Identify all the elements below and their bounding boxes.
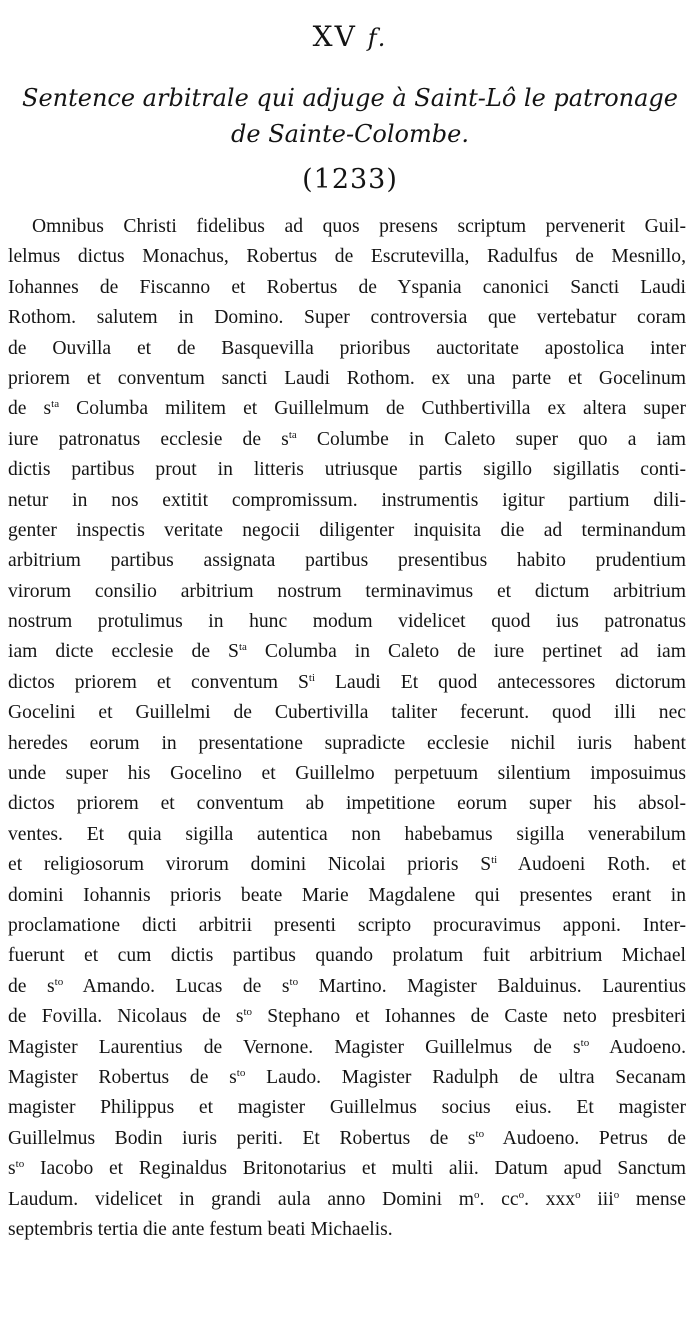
text-line: magister Philippus et magister Guillelmus socius eius. Et magister <box>8 1097 686 1119</box>
text-line: de $s^{ta}$ Columba militem et Guillelmum de Cuthbertivilla ex altera super <box>8 398 686 420</box>
text-line: domini Iohannis prioris beate Marie Magdalene qui presentes erant in <box>8 884 686 906</box>
document-date: (1233) <box>302 164 398 195</box>
text-line: dictos priorem et conventum ab impetitione eorum super his absol- <box>8 793 686 815</box>
text-line: virorum consilio arbitrium nostrum terminavimus et dictum arbitrium <box>8 580 686 602</box>
text-line: proclamatione dicti arbitrii presenti scripto procuravimus apponi. Inter- <box>8 914 686 936</box>
text-line: priorem et conventum sancti Laudi Rothom. ex una parte et Gocelinum <box>8 367 686 389</box>
text-line: Guillelmus Bodin iuris periti. Et Robertus de $s^{to}$ Audoeno. Petrus de <box>8 1127 686 1149</box>
document-number-suffix: f. <box>367 24 388 52</box>
text-line: fuerunt et cum dictis partibus quando prolatum fuit arbitrium Michael <box>8 945 686 967</box>
text-line: de Fovilla. Nicolaus de $s^{to}$ Stephano et Iohannes de Caste neto presbiteri <box>8 1006 686 1028</box>
text-line: Magister Laurentius de Vernone. Magister Guillelmus de $s^{to}$ Audoeno. <box>8 1036 686 1058</box>
text-line: et religiosorum virorum domini Nicolai prioris $S^{ti}$ Audoeni Roth. et <box>8 854 686 876</box>
text-line: unde super his Gocelino et Guillelmo perpetuum silentium imposuimus <box>8 763 686 785</box>
text-line: Gocelini et Guillelmi de Cubertivilla taliter fecerunt. quod illi nec <box>8 702 686 724</box>
document-number <box>0 20 700 53</box>
text-line: dictis partibus prout in litteris utriusque partis sigillo sigillatis conti- <box>8 459 686 481</box>
text-line: de $s^{to}$ Amando. Lucas de $s^{to}$ Martino. Magister Balduinus. Laurentius <box>8 975 686 997</box>
text-line: ventes. Et quia sigilla autentica non habebamus sigilla venerabilum <box>8 823 686 845</box>
text-line: Iohannes de Fiscanno et Robertus de Yspania canonici Sancti Laudi <box>8 276 686 298</box>
text-line: de Ouvilla et de Basquevilla prioribus auctoritate apostolica inter <box>8 337 686 359</box>
text-line: $s^{to}$ Iacobo et Reginaldus Britonotarius et multi alii. Datum apud Sanctum <box>8 1158 686 1180</box>
text-line: genter inspectis veritate negocii diligenter inquisita die ad terminandum <box>8 519 686 541</box>
text-line: heredes eorum in presentatione supradicte ecclesie nichil iuris habent <box>8 732 686 754</box>
text-line: nostrum protulimus in hunc modum videlicet quod ius patronatus <box>8 611 686 633</box>
document-title: Sentence arbitrale qui adjuge à Saint-Lô le patronage de Sainte-Colombe. <box>22 84 678 148</box>
text-line: arbitrium partibus assignata partibus presentibus habito prudentium <box>8 550 686 572</box>
text-line: Laudum. videlicet in grandi aula anno Domini $m^o$. $cc^o$. xxx$^o$ iii$^o$ mense <box>8 1188 686 1210</box>
text-line: Omnibus Christi fidelibus ad quos presens scriptum pervenerit Guil- <box>32 216 686 237</box>
text-line: lelmus dictus Monachus, Robertus de Escrutevilla, Radulfus de Mesnillo, <box>8 246 686 268</box>
text-line: Rothom. salutem in Domino. Super controversia que vertebatur coram <box>8 307 686 329</box>
document-number-main: XV <box>312 20 357 53</box>
text-line: dictos priorem et conventum $S^{ti}$ Laudi Et quod antecessores dictorum <box>8 671 686 693</box>
text-line: netur in nos extitit compromissum. instrumentis igitur partium dili- <box>8 489 686 511</box>
text-line: Magister Robertus de $s^{to}$ Laudo. Magister Radulph de ultra Secanam <box>8 1066 686 1088</box>
text-line: iam dicte ecclesie de $S^{ta}$ Columba in Caleto de iure pertinet ad iam <box>8 641 686 663</box>
text-line: septembris tertia die ante festum beati Michaelis. <box>8 1218 393 1240</box>
text-line: iure patronatus ecclesie de $s^{ta}$ Columbe in Caleto super quo a iam <box>8 428 686 450</box>
charter-text <box>8 212 686 1245</box>
